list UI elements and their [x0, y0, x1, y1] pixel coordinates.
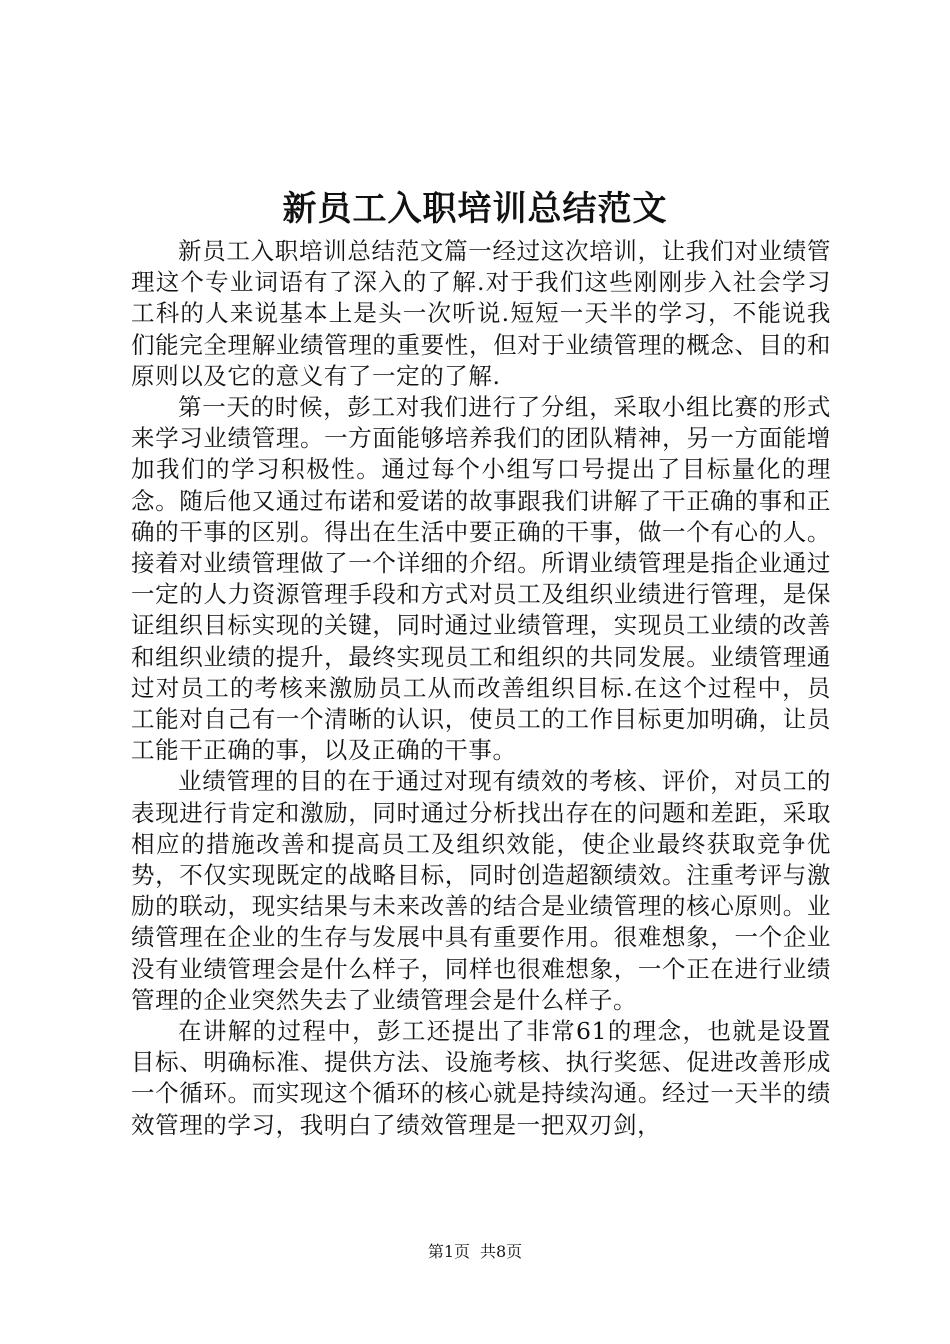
page-total: 共8页 [480, 1242, 523, 1261]
document-body [131, 236, 831, 1141]
page-number: 第1页 [427, 1242, 470, 1261]
paragraph-3: 业绩管理的目的在于通过对现有绩效的考核、评价，对员工的表现进行肯定和激励，同时通过分析找出存在的问题和差距，采取相应的措施改善和提高员工及组织效能，使企业最终获取竞争优势，不仅实现既定的战略目标，同时创造超额绩效。注重考评与激励的联动，现实结果与未来改善的结合是业绩管理的核心原则。业绩管理在企业的生存与发展中具有重要作用。很难想象，一个企业没有业绩管理会是什么样子，同样也很难想象，一个正在进行业绩管理的企业突然失去了业绩管理会是什么样子。 [131, 767, 831, 1014]
document-title: 新员工入职培训总结范文 [282, 189, 668, 229]
paragraph-2: 第一天的时候，彭工对我们进行了分组，采取小组比赛的形式来学习业绩管理。一方面能够培养我们的团队精神，另一方面能增加我们的学习积极性。通过每个小组写口号提出了目标量化的理念。随后他又通过布诺和爱诺的故事跟我们讲解了干正确的事和正确的干事的区别。得出在生活中要正确的干事，做一个有心的人。接着对业绩管理做了一个详细的介绍。所谓业绩管理是指企业通过一定的人力资源管理手段和方式对员工及组织业绩进行管理，是保证组织目标实现的关键，同时通过业绩管理，实现员工业绩的改善和组织业绩的提升，最终实现员工和组织的共同发展。业绩管理通过对员工的考核来激励员工从而改善组织目标.在这个过程中，员工能对自己有一个清晰的认识，使员工的工作目标更加明确，让员工能干正确的事，以及正确的干事。 [131, 393, 831, 765]
paragraph-1: 新员工入职培训总结范文篇一经过这次培训，让我们对业绩管理这个专业词语有了深入的了解.对于我们这些刚刚步入社会学习工科的人来说基本上是头一次听说.短短一天半的学习，不能说我们能完全理解业绩管理的重要性，但对于业绩管理的概念、目的和原则以及它的意义有了一定的了解. [131, 237, 831, 390]
paragraph-4: 在讲解的过程中，彭工还提出了非常61的理念，也就是设置目标、明确标准、提供方法、设施考核、执行奖惩、促进改善形成一个循环。而实现这个循环的核心就是持续沟通。经过一天半的绩效管理的学习，我明白了绩效管理是一把双刃剑， [131, 1017, 831, 1139]
page-footer [0, 1240, 950, 1264]
